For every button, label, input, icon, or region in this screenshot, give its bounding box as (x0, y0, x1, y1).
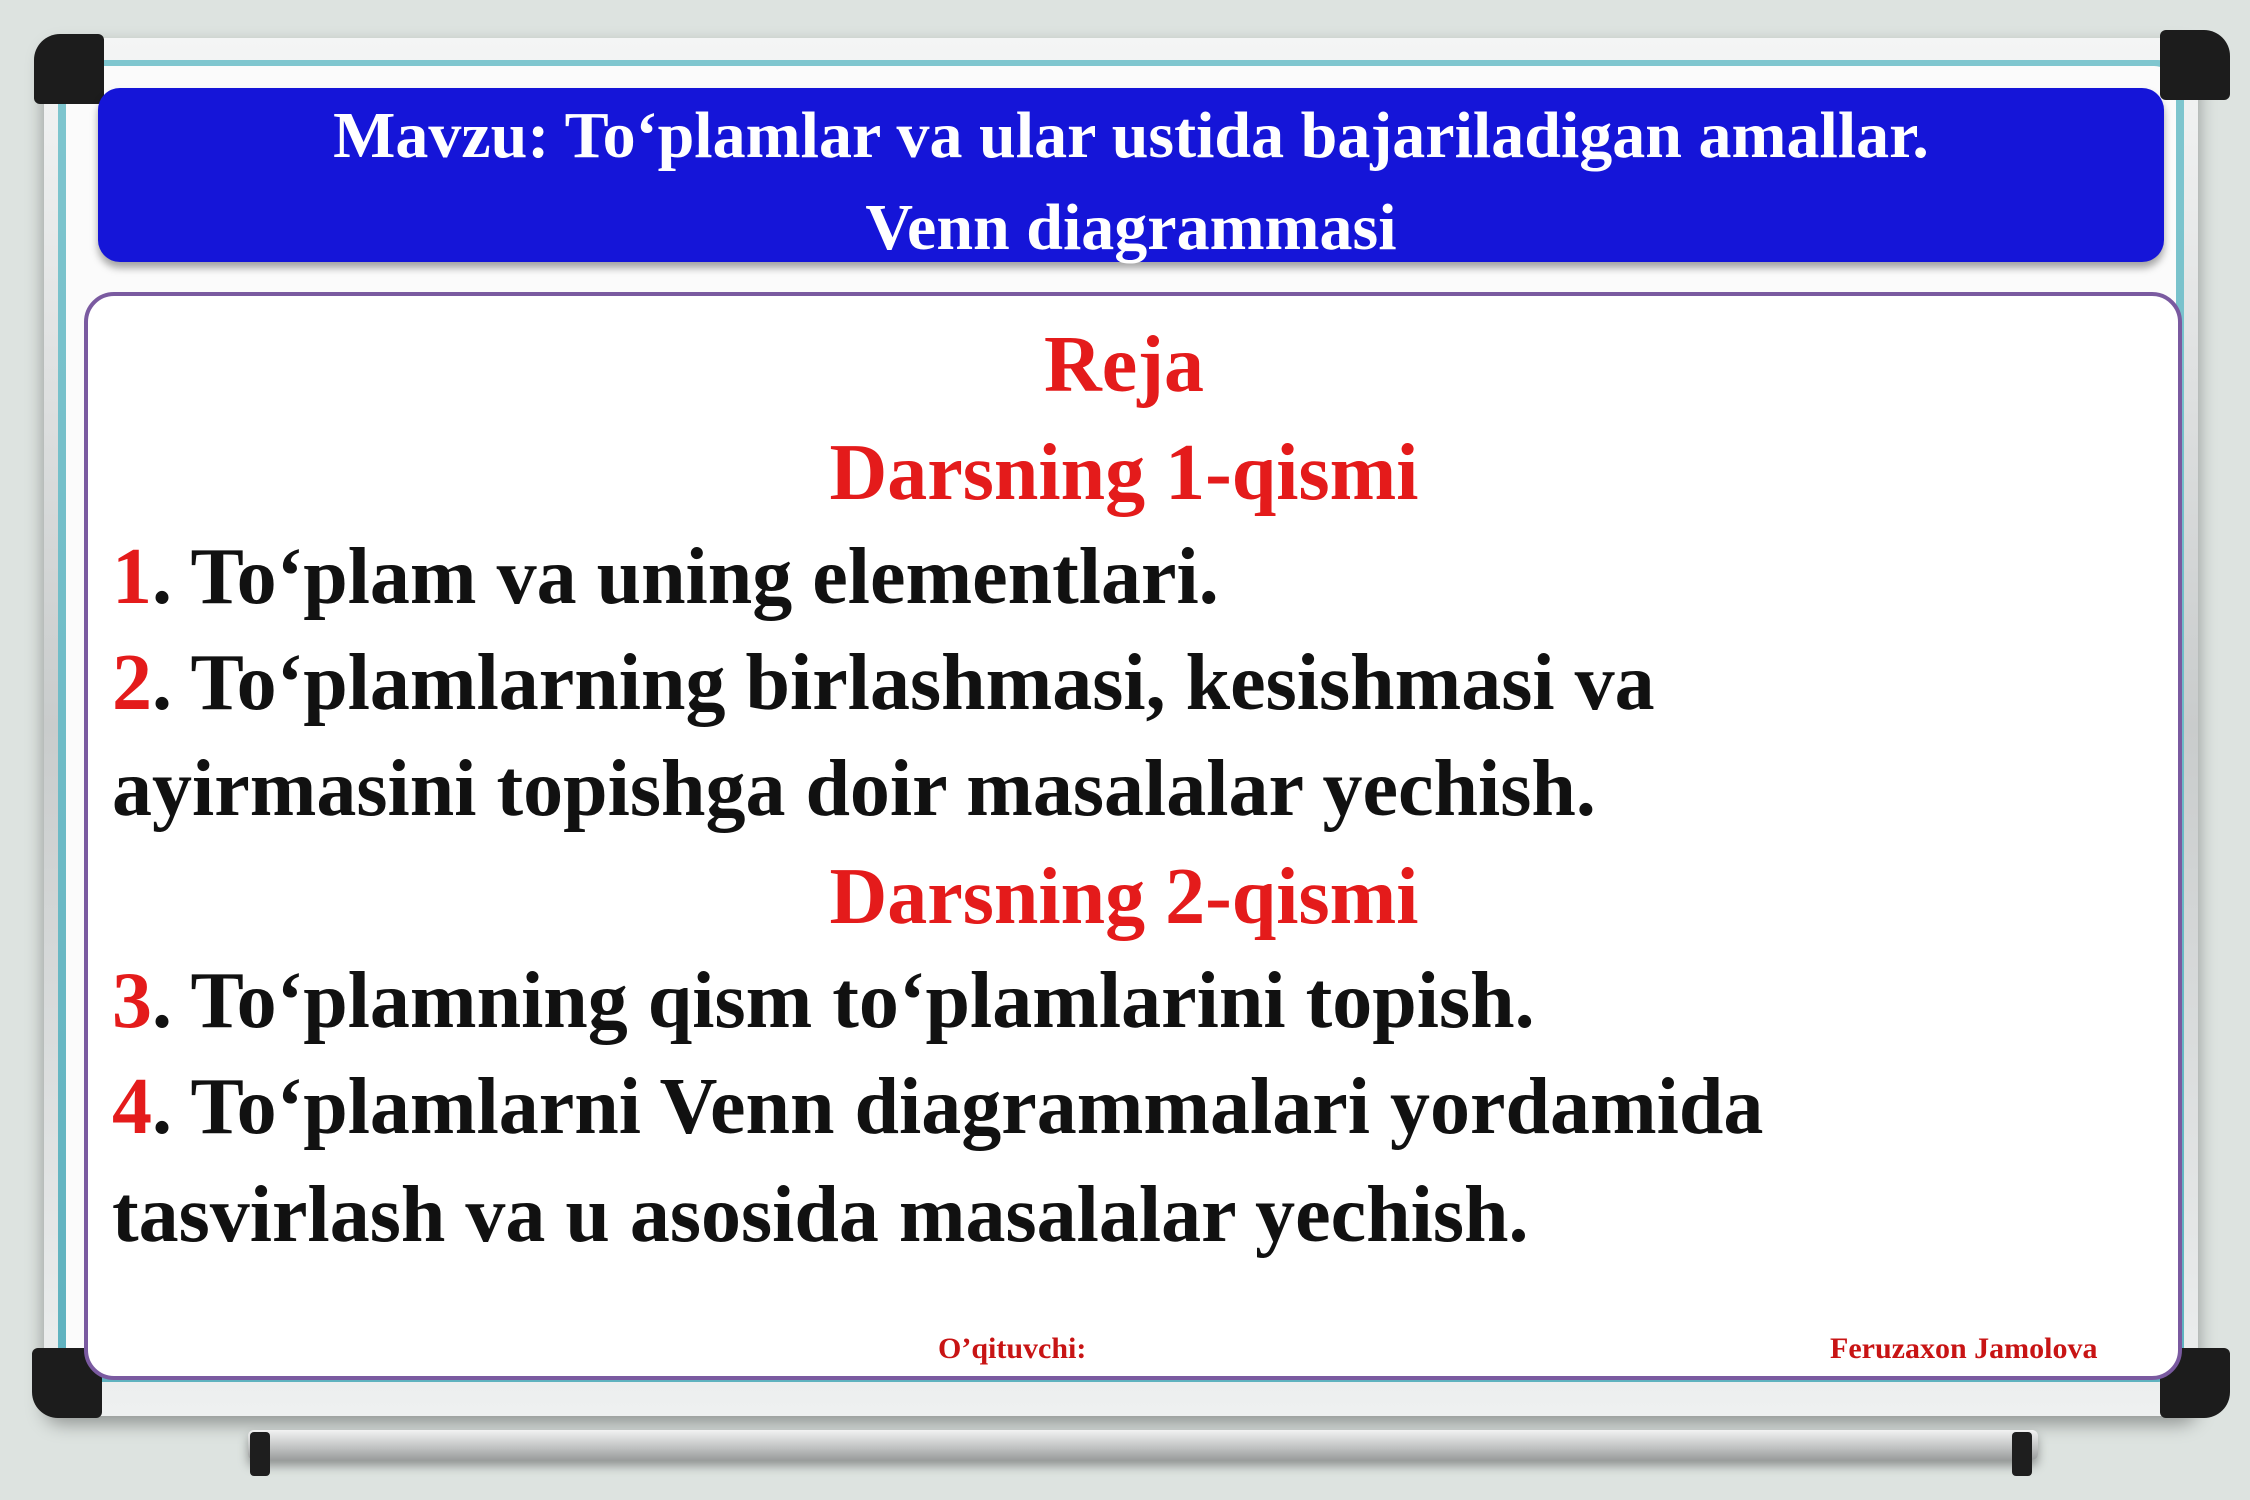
item-text: . To‘plam va uning elementlari. (152, 533, 1219, 621)
item-number: 3 (112, 957, 152, 1045)
plan-item-2-continuation: ayirmasini topishga doir masalalar yechish. (112, 745, 1596, 833)
item-text: . To‘plamlarni Venn diagrammalari yordamida (152, 1063, 1764, 1151)
teacher-label: O’qituvchi: (938, 1332, 1087, 1365)
item-number: 1 (112, 533, 152, 621)
marker-tray (248, 1430, 2038, 1460)
plan-item-3 (112, 948, 1535, 1054)
item-text: . To‘plamning qism to‘plamlarini topish. (152, 957, 1535, 1045)
title-banner (98, 88, 2164, 262)
plan-item-1 (112, 524, 1219, 630)
item-number: 2 (112, 639, 152, 727)
title-line-1: Mavzu: To‘plamlar va ular ustida bajariladigan amallar. (333, 99, 1929, 172)
title-line-2: Venn diagrammasi (865, 191, 1397, 264)
plan-item-4 (112, 1054, 1763, 1160)
part2-heading: Darsning 2-qismi (829, 853, 1419, 941)
plan-item-2 (112, 630, 1655, 736)
teacher-name: Feruzaxon Jamolova (1830, 1332, 2098, 1365)
tray-cap-left (250, 1432, 270, 1476)
tray-cap-right (2012, 1432, 2032, 1476)
frame-corner-top-right (2160, 30, 2230, 100)
plan-heading: Reja (1044, 321, 1204, 409)
frame-corner-top-left (34, 34, 104, 104)
plan-item-4-continuation: tasvirlash va u asosida masalalar yechish. (112, 1171, 1529, 1259)
part1-heading: Darsning 1-qismi (829, 429, 1419, 517)
item-text: . To‘plamlarning birlashmasi, kesishmasi va (152, 639, 1655, 727)
item-number: 4 (112, 1063, 152, 1151)
